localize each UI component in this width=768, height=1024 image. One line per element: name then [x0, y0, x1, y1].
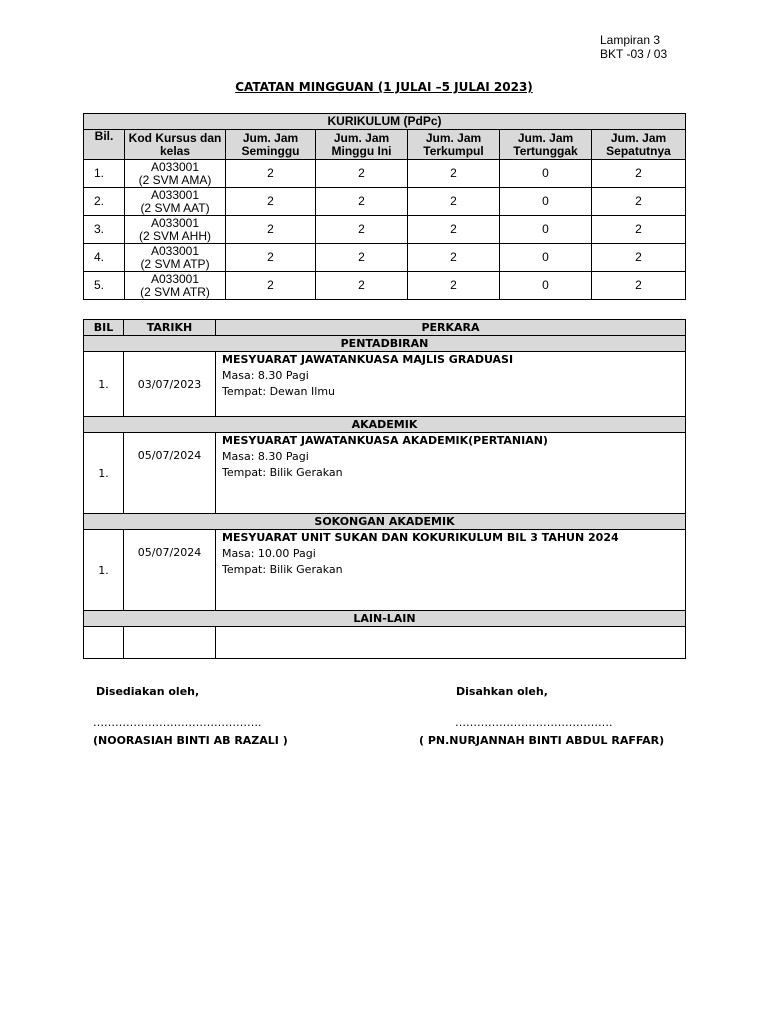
row-minggu-ini: 2 — [316, 216, 408, 244]
row-tertunggak: 0 — [500, 272, 592, 300]
column-header-tertunggak: Jum. Jam Tertunggak — [500, 130, 592, 160]
row-bil — [84, 627, 124, 659]
row-tertunggak: 0 — [500, 188, 592, 216]
table-row — [84, 188, 686, 216]
row-seminggu: 2 — [226, 188, 316, 216]
row-sepatutnya: 2 — [592, 272, 686, 300]
kurikulum-section-header: KURIKULUM (PdPc) — [84, 114, 686, 130]
item-masa: Masa: 8.30 Pagi — [222, 450, 309, 463]
column-header-terkumpul: Jum. Jam Terkumpul — [408, 130, 500, 160]
row-tarikh: 05/07/2024 — [124, 530, 216, 611]
row-bil: 5. — [84, 272, 125, 300]
kod-kursus: A033001 — [150, 159, 200, 174]
item-tempat: Tempat: Bilik Gerakan — [222, 466, 343, 479]
column-header-kod: Kod Kursus dan kelas — [125, 130, 226, 160]
document-reference — [600, 33, 667, 61]
row-bil: 4. — [84, 244, 125, 272]
page-title: CATATAN MINGGUAN (1 JULAI –5 JULAI 2023) — [235, 80, 533, 94]
kelas: (2 SVM AHH) — [138, 228, 211, 243]
column-header-minggu-ini: Jum. Jam Minggu Ini — [316, 130, 408, 160]
row-terkumpul: 2 — [408, 216, 500, 244]
row-perkara — [216, 352, 686, 417]
row-minggu-ini: 2 — [316, 272, 408, 300]
row-bil: 1. — [84, 352, 124, 417]
kelas: (2 SVM AAT) — [140, 200, 210, 215]
item-title: MESYUARAT JAWATANKUASA MAJLIS GRADUASI — [222, 353, 514, 366]
kod-kursus: A033001 — [150, 215, 200, 230]
row-tarikh: 03/07/2023 — [124, 352, 216, 417]
kelas: (2 SVM ATP) — [140, 256, 210, 271]
row-tarikh: 05/07/2024 — [124, 433, 216, 514]
section-header-akademik: AKADEMIK — [84, 417, 686, 433]
row-minggu-ini: 2 — [316, 160, 408, 188]
row-minggu-ini: 2 — [316, 188, 408, 216]
row-perkara — [216, 530, 686, 611]
section-header-pentadbiran: PENTADBIRAN — [84, 336, 686, 352]
table-row — [84, 272, 686, 300]
table-row — [84, 530, 686, 611]
row-tertunggak: 0 — [500, 160, 592, 188]
prepared-by-signature-line: ………………………………………. — [93, 716, 262, 729]
table-row — [84, 627, 686, 659]
row-seminggu: 2 — [226, 272, 316, 300]
table-row — [84, 216, 686, 244]
row-seminggu: 2 — [226, 160, 316, 188]
row-bil: 1. — [84, 160, 125, 188]
item-title: MESYUARAT JAWATANKUASA AKADEMIK(PERTANIAN) — [222, 434, 548, 447]
row-tarikh — [124, 627, 216, 659]
column-header-bil: Bil. — [84, 130, 125, 160]
item-title: MESYUARAT UNIT SUKAN DAN KOKURIKULUM BIL 3 TAHUN 2024 — [222, 531, 619, 544]
row-kod-kelas — [125, 188, 226, 216]
item-masa: Masa: 10.00 Pagi — [222, 547, 316, 560]
row-perkara — [216, 433, 686, 514]
table-row — [84, 244, 686, 272]
row-bil: 1. — [84, 530, 124, 611]
section-header-sokongan-akademik: SOKONGAN AKADEMIK — [84, 514, 686, 530]
approved-by-label: Disahkan oleh, — [456, 685, 548, 698]
row-terkumpul: 2 — [408, 244, 500, 272]
kod-kursus: A033001 — [150, 271, 200, 286]
row-kod-kelas — [125, 160, 226, 188]
row-bil: 2. — [84, 188, 125, 216]
row-kod-kelas — [125, 244, 226, 272]
reference-code: BKT -03 / 03 — [600, 47, 668, 61]
table-row — [84, 352, 686, 417]
table-row — [84, 160, 686, 188]
kod-kursus: A033001 — [150, 187, 200, 202]
row-terkumpul: 2 — [408, 188, 500, 216]
table-row — [84, 433, 686, 514]
item-masa: Masa: 8.30 Pagi — [222, 369, 309, 382]
row-bil: 1. — [84, 433, 124, 514]
row-terkumpul: 2 — [408, 160, 500, 188]
kod-kursus: A033001 — [150, 243, 200, 258]
approved-by-name: ( PN.NURJANNAH BINTI ABDUL RAFFAR) — [419, 734, 665, 747]
row-terkumpul: 2 — [408, 272, 500, 300]
column-header-bil: BIL — [84, 320, 124, 336]
prepared-by-label: Disediakan oleh, — [96, 685, 200, 698]
row-tertunggak: 0 — [500, 244, 592, 272]
section-header-lain-lain: LAIN-LAIN — [84, 611, 686, 627]
approved-by-signature-line: ……………………………………. — [455, 716, 613, 729]
row-seminggu: 2 — [226, 216, 316, 244]
row-kod-kelas — [125, 216, 226, 244]
lampiran-label: Lampiran 3 — [600, 33, 661, 47]
column-header-tarikh: TARIKH — [124, 320, 216, 336]
item-tempat: Tempat: Dewan Ilmu — [222, 385, 336, 398]
row-sepatutnya: 2 — [592, 244, 686, 272]
row-minggu-ini: 2 — [316, 244, 408, 272]
kurikulum-table — [83, 113, 686, 300]
column-header-perkara: PERKARA — [216, 320, 686, 336]
row-sepatutnya: 2 — [592, 160, 686, 188]
prepared-by-name: (NOORASIAH BINTI AB RAZALI ) — [93, 734, 288, 747]
kelas: (2 SVM AMA) — [138, 172, 212, 187]
row-sepatutnya: 2 — [592, 216, 686, 244]
row-seminggu: 2 — [226, 244, 316, 272]
item-tempat: Tempat: Bilik Gerakan — [222, 563, 343, 576]
column-header-sepatutnya: Jum. Jam Sepatutnya — [592, 130, 686, 160]
perkara-table — [83, 319, 686, 659]
column-header-seminggu: Jum. Jam Seminggu — [226, 130, 316, 160]
kelas: (2 SVM ATR) — [140, 284, 210, 299]
row-tertunggak: 0 — [500, 216, 592, 244]
row-sepatutnya: 2 — [592, 188, 686, 216]
row-bil: 3. — [84, 216, 125, 244]
row-perkara — [216, 627, 686, 659]
row-kod-kelas — [125, 272, 226, 300]
